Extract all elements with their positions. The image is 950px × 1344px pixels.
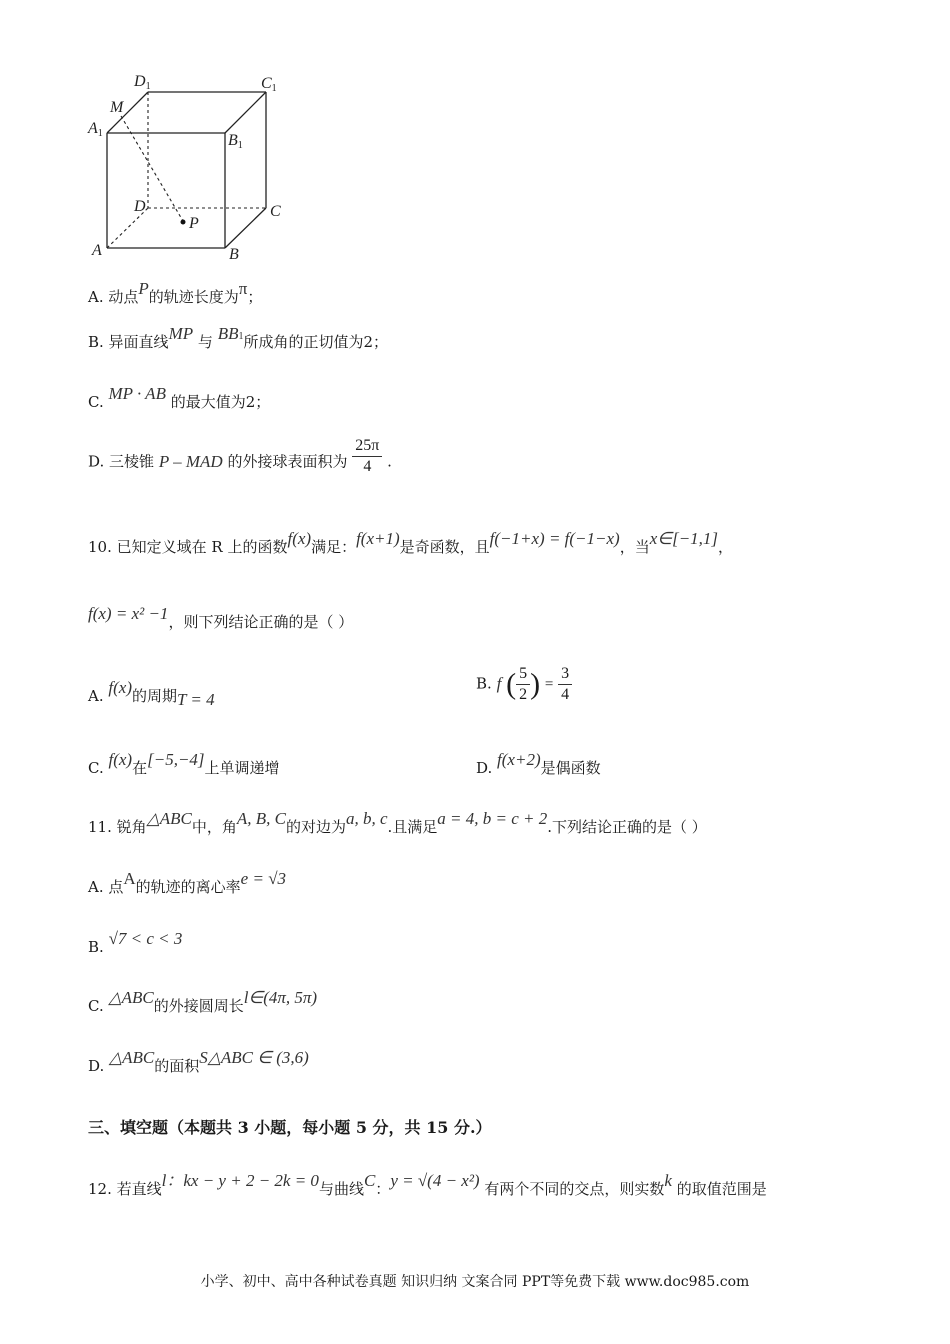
fraction-5-over-2: $\frac{5}{2}$	[516, 664, 530, 705]
q11-option-a: A. 点A的轨迹的离心率e = √3	[88, 869, 287, 896]
segment-m-p	[121, 116, 183, 221]
fraction-3-over-4: $\frac{3}{4}$	[558, 664, 572, 705]
q9-option-a: A. 动点P的轨迹长度为π；	[88, 279, 263, 306]
q11-option-b: B. √7 < c < 3	[88, 929, 183, 956]
label-a1: A1	[88, 120, 103, 139]
fraction-25pi-over-4: $\frac{25\pi}{4}$	[352, 436, 382, 477]
edge-b-c	[225, 208, 266, 248]
label-m: M	[110, 99, 124, 116]
q10-option-d: D. f(x+2)是偶函数	[476, 750, 601, 777]
q10-option-c: C. f(x)在[−5,−4]上单调递增	[88, 750, 280, 777]
page-footer: 小学、初中、高中各种试卷真题 知识归纳 文案合同 PPT等免费下载 www.doc985.com	[200, 1274, 750, 1290]
q11-stem: 11. 锐角△ABC中，角A, B, C的对边为a, b, c.且满足a = 4, b = c + 2.下列结论正确的是（ ）	[88, 809, 707, 836]
point-p	[181, 220, 186, 225]
q11-option-d: D. △ABC的面积S△ABC ∈ (3,6)	[88, 1048, 309, 1075]
q9-option-d: D. 三棱锥 P – MAD 的外接球表面积为 $\frac{25\pi}{4}$ .	[88, 437, 392, 475]
q9-option-c: C. MP · AB 的最大值为2；	[88, 384, 271, 411]
q12-stem: 12. 若直线l：kx − y + 2 − 2k = 0与曲线C：y = √(4 − x²) 有两个不同的交点，则实数k 的取值范围是	[88, 1171, 767, 1198]
q10-stem-line2: f(x) = x² −1，则下列结论正确的是（ ）	[88, 604, 354, 631]
label-d: D	[134, 198, 146, 215]
q10-option-b: B. f ( $\frac{5}{2}$ ) = $\frac{3}{4}$	[476, 664, 572, 705]
q10-stem-line1: 10. 已知定义域在 R 上的函数f(x)满足：f(x+1)是奇函数，且f(−1+x) = f(−1−x)，当x∈[−1,1]，	[88, 529, 734, 556]
q9-option-b: B. 异面直线MP 与 BB1所成角的正切值为2；	[88, 324, 389, 351]
cube-figure	[80, 68, 300, 268]
label-c: C	[270, 203, 281, 220]
label-c1: C1	[261, 75, 277, 94]
label-p: P	[189, 215, 199, 232]
q10-option-a: A. f(x)的周期T = 4	[88, 678, 215, 709]
edge-b1-c1	[225, 92, 266, 133]
label-d1: D1	[134, 73, 151, 92]
label-a: A	[92, 242, 102, 259]
section-title-fill-in: 三、填空题（本题共 3 小题，每小题 5 分，共 15 分.）	[88, 1118, 492, 1137]
q11-option-c: C. △ABC的外接圆周长l∈(4π, 5π)	[88, 988, 318, 1015]
label-b: B	[229, 246, 239, 263]
label-b1: B1	[228, 132, 243, 151]
